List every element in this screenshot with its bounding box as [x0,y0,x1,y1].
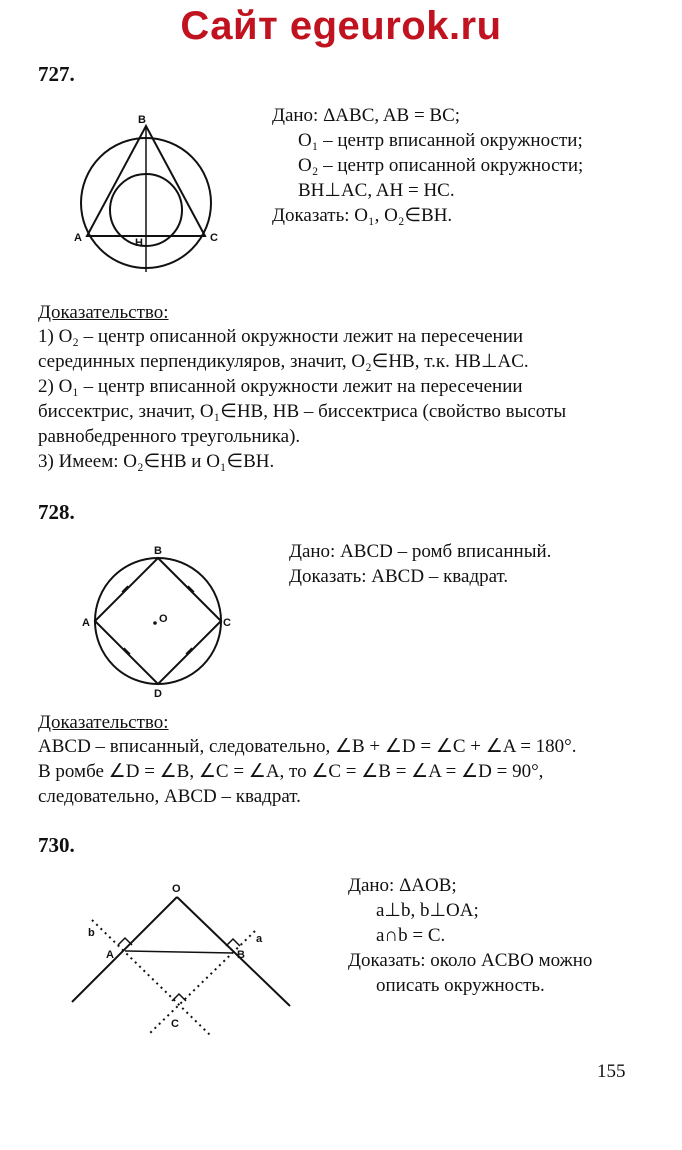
label-b: B [237,949,245,961]
problem-728-number: 728. [38,500,75,524]
label-h: H [135,237,143,249]
label-line-a: a [256,933,263,945]
proof-728-line-1: ABCD – вписанный, следовательно, ∠B + ∠D = ∠C + ∠A = 180°. [38,736,577,757]
proof-728-line-3: следовательно, ABCD – квадрат. [38,786,301,807]
circle [95,558,221,684]
prove-730-line-2: описать окружность. [376,975,545,996]
prove-727: Доказать: O₁, O₂∈BH. [272,205,453,226]
given-727-line-3: O₂ – центр описанной окружности; [298,155,584,176]
proof-727-title: Доказательство: [38,302,169,323]
label-o: O [172,883,181,895]
center-o [153,621,157,625]
prove-730-line-1: Доказать: около ACBO можно [348,950,593,971]
problem-730-number: 730. [38,833,75,857]
label-b: B [154,545,162,557]
given-727-line-1: Дано: ΔABC, AB = BC; [272,105,461,126]
given-730-line-2: a⊥b, b⊥OA; [376,900,479,921]
given-727-line-4: BH⊥AC, AH = HC. [298,180,455,201]
given-730-line-1: Дано: ΔAOB; [348,875,457,896]
label-b: B [138,114,146,126]
right-angle-b [226,939,240,946]
label-c: C [210,232,218,244]
site-title: Сайт egeurok.ru [180,4,502,48]
label-c: C [223,617,231,629]
label-line-b: b [88,927,95,939]
right-angle-a [118,938,132,945]
proof-727-line-2: серединных перпендикуляров, значит, O₂∈HB, т.к. HB⊥AC. [38,351,529,372]
label-a: A [74,232,82,244]
label-a: A [106,949,114,961]
label-c: C [171,1018,179,1030]
proof-728-title: Доказательство: [38,712,169,733]
figure-730 [70,880,300,1040]
proof-727-line-5: равнобедренного треугольника). [38,426,301,447]
figure-728 [80,540,250,705]
given-728: Дано: ABCD – ромб вписанный. [289,541,552,562]
given-730-line-3: a∩b = C. [376,925,446,946]
prove-728: Доказать: ABCD – квадрат. [289,566,509,587]
figure-727 [70,112,250,282]
label-o: O [159,613,168,625]
page-number: 155 [597,1061,626,1082]
label-a: A [82,617,90,629]
proof-727-line-3: 2) O₁ – центр вписанной окружности лежит на пересечении [38,376,523,397]
proof-727-line-6: 3) Имеем: O₂∈HB и O₁∈BH. [38,451,275,472]
proof-728-line-2: В ромбе ∠D = ∠B, ∠C = ∠A, то ∠C = ∠B = ∠A = ∠D = 90°, [38,761,544,782]
segment-ab [125,951,233,953]
given-727-line-2: O₁ – центр вписанной окружности; [298,130,583,151]
proof-727-line-1: 1) O₂ – центр описанной окружности лежит на пересечении [38,326,524,347]
ray-oa [72,897,177,1002]
right-angle-c [172,994,186,1001]
proof-727-line-4: биссектрис, значит, O₁∈HB, HB – биссектриса (свойство высоты [38,401,567,422]
problem-727-number: 727. [38,62,75,86]
line-a-dotted [148,931,255,1035]
label-d: D [154,688,162,700]
line-b-dotted [92,920,210,1035]
